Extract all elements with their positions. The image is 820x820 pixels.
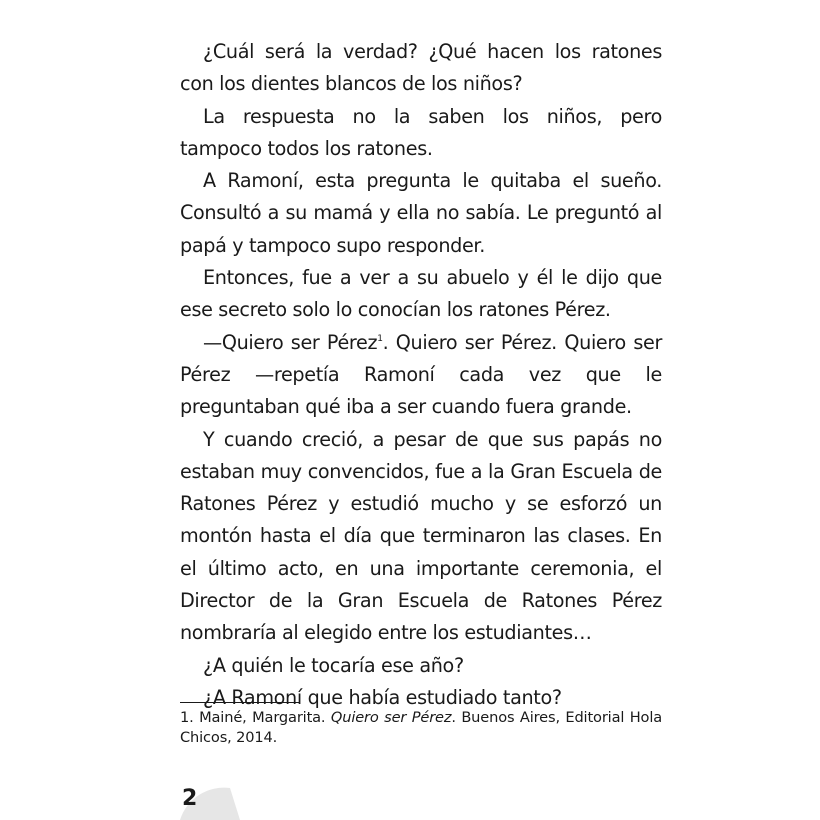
paragraph: ¿A Ramoní que había estudiado tanto?	[203, 685, 562, 709]
paragraph: ¿Cuál será la verdad? ¿Qué hacen los ratones con los dientes blancos de los niños?	[180, 40, 662, 96]
footnote-number: 1.	[180, 709, 194, 726]
paragraph: ¿A quién le tocaría ese año?	[203, 653, 464, 677]
paragraph: La respuesta no la saben los niños, pero tampoco todos los ratones.	[180, 104, 662, 160]
paragraph: Entonces, fue a ver a su abuelo y él le dijo que ese secreto solo lo conocían los ratones Pérez.	[180, 266, 662, 322]
quote-text-end: . Quiero ser Pérez. Quiero ser Pérez —repetía Ramoní cada vez que le preguntaban qué iba a ser cuando fuera grande.	[180, 330, 662, 419]
footnote-divider	[180, 702, 300, 703]
footnote-reference[interactable]: 1	[377, 333, 383, 344]
quote-paragraph	[180, 327, 662, 424]
footnote-title: Quiero ser Pérez	[330, 709, 452, 726]
paragraph: Y cuando creció, a pesar de que sus papás no estaban muy convencidos, fue a la Gran Escuela de Ratones Pérez y estudió mucho y se esforzó un montón hasta el día que terminaron las clases. En el último acto, en una importante ceremonia, el Director de la Gran Escuela de Ratones Pérez nombraría al elegido entre los estudiantes…	[180, 427, 662, 645]
footnote	[180, 708, 662, 748]
quote-text-start: —Quiero ser Pérez	[203, 330, 378, 354]
body-text	[180, 36, 662, 714]
paragraph: A Ramoní, esta pregunta le quitaba el sueño. Consultó a su mamá y ella no sabía. Le preguntó al papá y tampoco supo responder.	[180, 169, 662, 257]
page-number: 2	[182, 786, 198, 811]
footnote-publication: . Buenos Aires, Editorial Hola Chicos, 2014.	[180, 709, 663, 746]
footnote-author: Mainé, Margarita.	[199, 709, 326, 726]
